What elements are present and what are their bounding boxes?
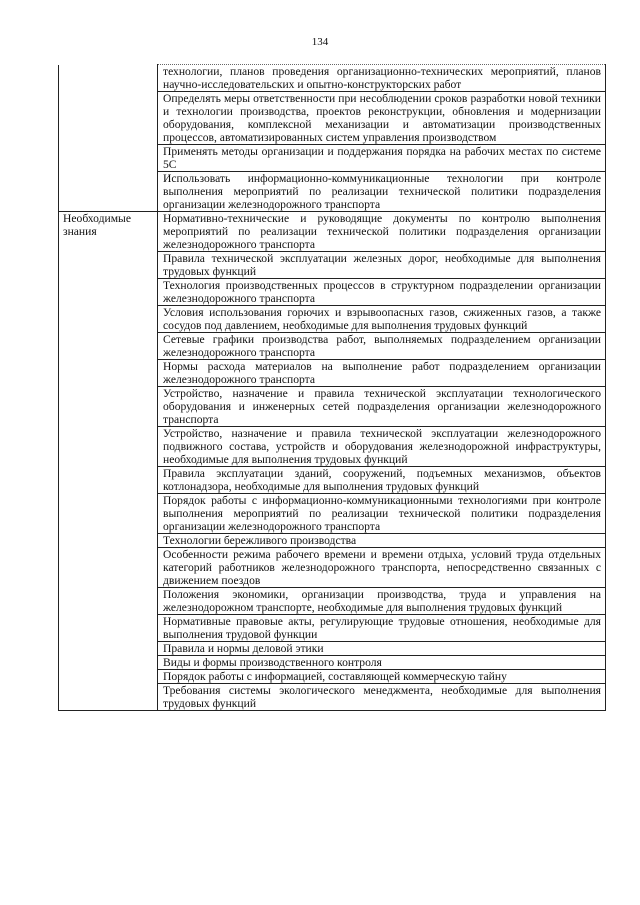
requirement-text: Технологии бережливого производства bbox=[158, 534, 606, 548]
requirement-text: Определять меры ответственности при несоблюдении сроков разработки новой техники и технологии производства, проектов реконструкции, обновления и модернизации оборудования, комплексной механизации и автоматизации производственных процессов, автоматизированных систем управления производством bbox=[158, 92, 606, 145]
requirement-text: Правила и нормы деловой этики bbox=[158, 642, 606, 656]
requirement-text: Использовать информационно-коммуникационные технологии при контроле выполнения мероприятий по реализации технической политики подразделения организации железнодорожного транспорта bbox=[158, 172, 606, 212]
requirement-text: Сетевые графики производства работ, выполняемых подразделением организации железнодорожного транспорта bbox=[158, 333, 606, 360]
requirement-text: Устройство, назначение и правила технической эксплуатации железнодорожного подвижного состава, устройств и оборудования железнодорожной инфраструктуры, необходимые для выполнения трудовых функций bbox=[158, 427, 606, 467]
requirement-text: Правила технической эксплуатации железных дорог, необходимые для выполнения трудовых функций bbox=[158, 252, 606, 279]
requirements-table bbox=[58, 64, 606, 711]
section-heading bbox=[59, 65, 158, 212]
requirement-text: технологии, планов проведения организационно-технических мероприятий, планов научно-исследовательских и опытно-конструкторских работ bbox=[158, 65, 606, 92]
section-heading: Необходимые знания bbox=[59, 212, 158, 711]
requirement-text: Положения экономики, организации производства, труда и управления на железнодорожном транспорте, необходимые для выполнения трудовых функций bbox=[158, 588, 606, 615]
page-number: 134 bbox=[311, 36, 329, 48]
table-body bbox=[59, 65, 606, 711]
requirement-text: Правила эксплуатации зданий, сооружений, подъемных механизмов, объектов котлонадзора, необходимые для выполнения трудовых функций bbox=[158, 467, 606, 494]
requirement-text: Нормативные правовые акты, регулирующие трудовые отношения, необходимые для выполнения трудовой функции bbox=[158, 615, 606, 642]
requirement-text: Применять методы организации и поддержания порядка на рабочих местах по системе 5С bbox=[158, 145, 606, 172]
requirement-text: Порядок работы с информационно-коммуникационными технологиями при контроле выполнения мероприятий по реализации технической политики подразделения организации железнодорожного транспорта bbox=[158, 494, 606, 534]
requirement-text: Нормы расхода материалов на выполнение работ подразделением организации железнодорожного транспорта bbox=[158, 360, 606, 387]
table-row bbox=[59, 65, 606, 92]
requirement-text: Особенности режима рабочего времени и времени отдыха, условий труда отдельных категорий работников железнодорожного транспорта, непосредственно связанных с движением поездов bbox=[158, 548, 606, 588]
table-row bbox=[59, 212, 606, 252]
requirement-text: Нормативно-технические и руководящие документы по контролю выполнения мероприятий по реализации технической политики подразделения организации железнодорожного транспорта bbox=[158, 212, 606, 252]
requirement-text: Технология производственных процессов в структурном подразделении организации железнодорожного транспорта bbox=[158, 279, 606, 306]
requirement-text: Порядок работы с информацией, составляющей коммерческую тайну bbox=[158, 670, 606, 684]
requirement-text: Устройство, назначение и правила технической эксплуатации технологического оборудования и инженерных сетей подразделения организации железнодорожного транспорта bbox=[158, 387, 606, 427]
requirement-text: Условия использования горючих и взрывоопасных газов, сжиженных газов, а также сосудов под давлением, необходимые для выполнения трудовых функций bbox=[158, 306, 606, 333]
requirement-text: Требования системы экологического менеджмента, необходимые для выполнения трудовых функций bbox=[158, 684, 606, 711]
requirement-text: Виды и формы производственного контроля bbox=[158, 656, 606, 670]
